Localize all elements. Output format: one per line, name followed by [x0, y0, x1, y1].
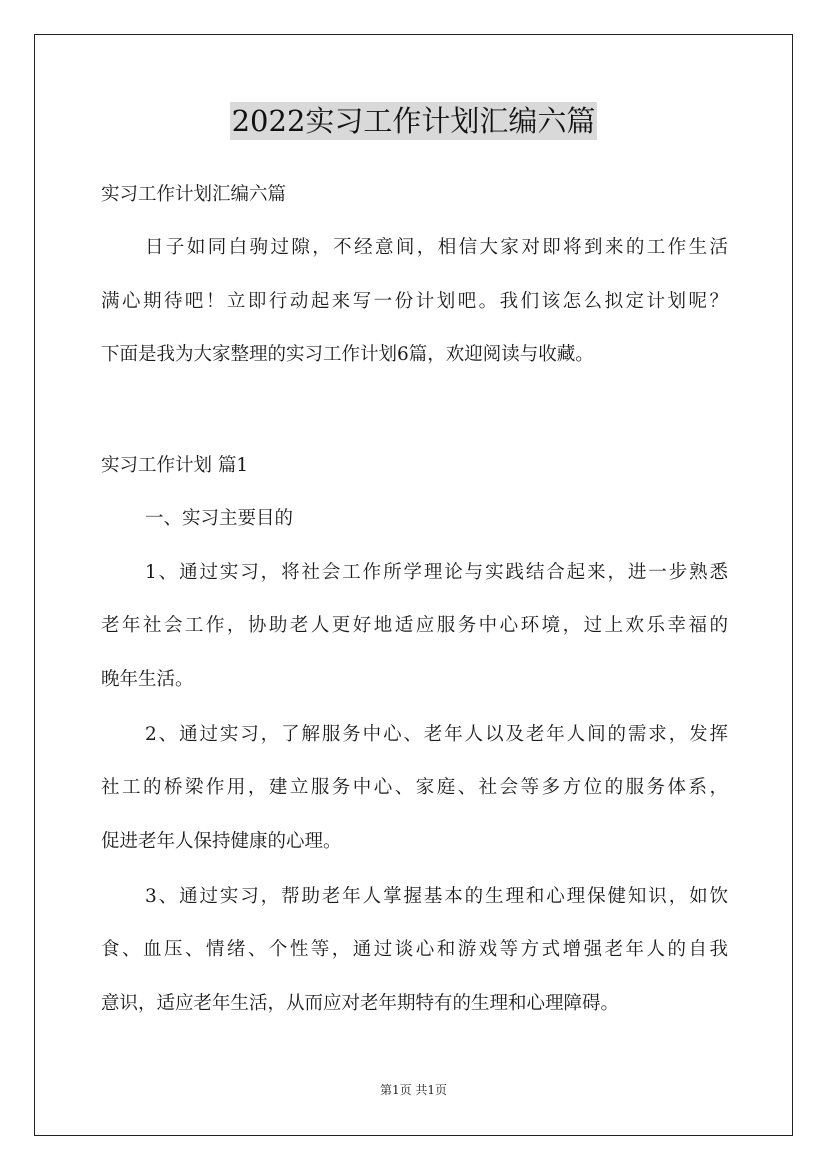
para3-line-3: 意识，适应老年生活，从而应对老年期特有的生理和心理障碍。 — [101, 993, 620, 1014]
para2-line-3: 促进老年人保持健康的心理。 — [101, 831, 342, 852]
para1-line-1: 1、通过实习，将社会工作所学理论与实践结合起来，进一步熟悉 — [145, 562, 728, 583]
title-container — [0, 102, 827, 140]
para3-line-1: 3、通过实习，帮助老年人掌握基本的生理和心理保健知识，如饮 — [145, 886, 728, 907]
intro-line-1: 日子如同白驹过隙，不经意间，相信大家对即将到来的工作生活 — [145, 237, 728, 258]
document-title: 2022实习工作计划汇编六篇 — [231, 104, 596, 138]
page-footer: 第1页 共1页 — [379, 1083, 448, 1097]
section-heading: 实习工作计划 篇1 — [101, 455, 249, 476]
para3-line-2: 食、血压、情绪、个性等，通过谈心和游戏等方式增强老年人的自我 — [101, 939, 728, 960]
subtitle: 实习工作计划汇编六篇 — [101, 184, 287, 205]
intro-line-3: 下面是我为大家整理的实习工作计划6篇，欢迎阅读与收藏。 — [101, 344, 594, 365]
para2-line-1: 2、通过实习，了解服务中心、老年人以及老年人间的需求，发挥 — [145, 724, 728, 745]
subheading: 一、实习主要目的 — [145, 508, 294, 529]
para1-line-3: 晚年生活。 — [101, 669, 194, 690]
para1-line-2: 老年社会工作，协助老人更好地适应服务中心环境，过上欢乐幸福的 — [101, 615, 728, 636]
para2-line-2: 社工的桥梁作用，建立服务中心、家庭、社会等多方位的服务体系， — [101, 777, 728, 798]
intro-line-2: 满心期待吧！立即行动起来写一份计划吧。我们该怎么拟定计划呢？ — [101, 291, 728, 312]
